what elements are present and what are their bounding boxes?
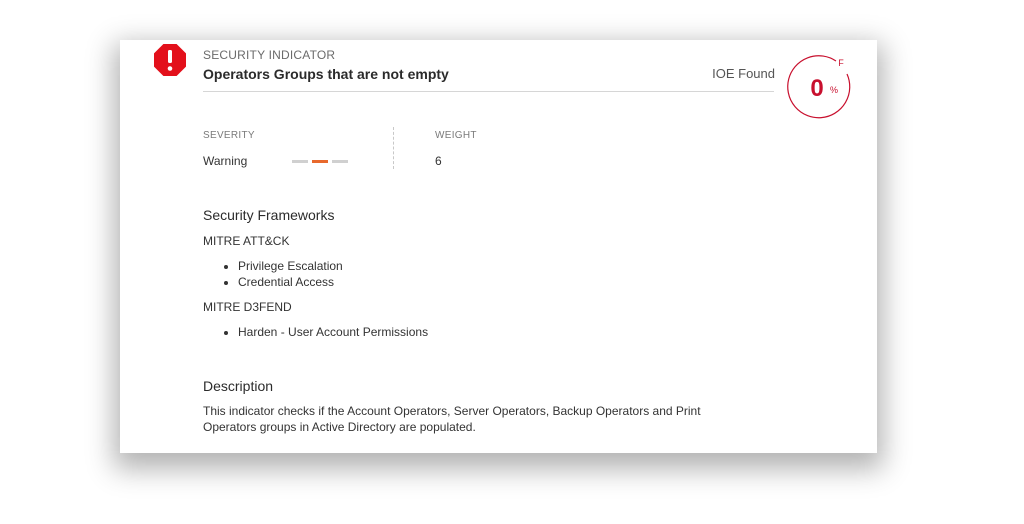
mitre-d3fend-title: MITRE D3FEND [203, 300, 292, 314]
list-item: • Credential Access [238, 274, 343, 290]
score-grade: F [838, 58, 844, 68]
description-text: This indicator checks if the Account Operators, Server Operators, Backup Operators and Print Operators groups in Active Directory are populated. [203, 404, 701, 434]
score-gauge [786, 54, 852, 120]
severity-bar [292, 160, 308, 163]
weight-label: WEIGHT [435, 130, 477, 141]
score-unit: % [829, 85, 839, 95]
severity-bar [332, 160, 348, 163]
list-item: • Harden - User Account Permissions [238, 324, 428, 340]
severity-label: SEVERITY [203, 130, 255, 141]
alert-octagon-icon [154, 44, 186, 76]
list-item: • Privilege Escalation [238, 258, 343, 274]
score-value: 0 [810, 75, 824, 102]
severity-level-bars [292, 160, 348, 163]
severity-value: Warning [203, 154, 248, 168]
security-indicator-card [120, 40, 877, 453]
mitre-attack-title: MITRE ATT&CK [203, 234, 290, 248]
title-divider [203, 91, 774, 92]
metrics-divider [393, 127, 394, 169]
mitre-d3fend-list [220, 324, 428, 340]
severity-bar [312, 160, 328, 163]
weight-value: 6 [435, 154, 442, 168]
frameworks-heading: Security Frameworks [203, 207, 335, 223]
indicator-title: Operators Groups that are not empty [203, 66, 449, 82]
description-heading: Description [203, 378, 274, 394]
mitre-attack-list [220, 258, 343, 290]
indicator-eyebrow: SECURITY INDICATOR [203, 48, 336, 62]
ioe-status: IOE Found [712, 66, 775, 81]
